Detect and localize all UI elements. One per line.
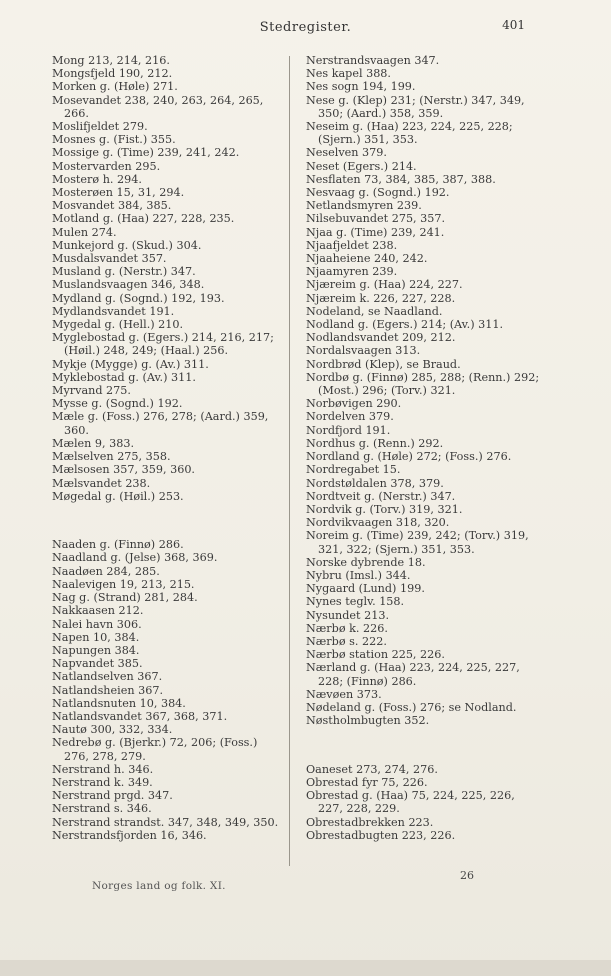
index-entry: Naadland g. (Jelse) 368, 369. bbox=[52, 551, 218, 565]
index-entry: Mosvandet 384, 385. bbox=[52, 199, 172, 213]
index-column-left bbox=[52, 54, 284, 842]
index-entry: Nordtveit g. (Nerstr.) 347. bbox=[306, 489, 456, 503]
index-entry: Møgedal g. (Høil.) 253. bbox=[52, 489, 184, 503]
index-entry: Netlandsmyren 239. bbox=[306, 199, 422, 213]
scan-margin bbox=[0, 960, 611, 976]
index-entry: Nordvik g. (Torv.) 319, 321. bbox=[306, 502, 463, 516]
index-entry: Nodlandsvandet 209, 212. bbox=[306, 331, 456, 345]
index-entry: Oaneset 273, 274, 276. bbox=[306, 762, 438, 776]
index-entry: Njaafjeldet 238. bbox=[306, 238, 398, 252]
index-entry: Musdalsvandet 357. bbox=[52, 252, 167, 266]
index-entry: Mosevandet 238, 240, 263, 264, 265, 266. bbox=[52, 93, 264, 120]
index-entry: Moslifjeldet 279. bbox=[52, 120, 148, 134]
column-divider bbox=[289, 56, 290, 866]
index-entry: Myglebostad g. (Egers.) 214, 216, 217; (Høil.) 248, 249; (Haal.) 256. bbox=[52, 331, 274, 358]
index-entry: Norbøvigen 290. bbox=[306, 397, 402, 411]
index-entry: Myrvand 275. bbox=[52, 384, 131, 398]
index-entry: Natlandsvandet 367, 368, 371. bbox=[52, 709, 228, 723]
printer-signature: 26 bbox=[460, 869, 474, 882]
index-entry: Mygedal g. (Hell.) 210. bbox=[52, 318, 184, 332]
index-entry: Nerstrandsvaagen 347. bbox=[306, 54, 440, 67]
index-entry: Nautø 300, 332, 334. bbox=[52, 723, 173, 737]
index-entry: Nordregabet 15. bbox=[306, 463, 401, 477]
index-entry: Nærbø k. 226. bbox=[306, 621, 388, 635]
index-entry: Mykje (Mygge) g. (Av.) 311. bbox=[52, 357, 209, 371]
index-entry: Njaamyren 239. bbox=[306, 265, 398, 279]
index-entry: Motland g. (Haa) 227, 228, 235. bbox=[52, 212, 235, 226]
index-entry: Nødeland g. (Foss.) 276; se Nodland. bbox=[306, 700, 517, 714]
index-entry: Nesvaag g. (Sognd.) 192. bbox=[306, 186, 450, 200]
index-entry: Mongsfjeld 190, 212. bbox=[52, 67, 173, 81]
index-entry: Nalei havn 306. bbox=[52, 617, 142, 631]
index-entry: Nordelven 379. bbox=[306, 410, 394, 424]
index-entry: Nygaard (Lund) 199. bbox=[306, 582, 425, 596]
index-entry: Nerstrand k. 349. bbox=[52, 775, 153, 789]
index-entry: Norske dybrende 18. bbox=[306, 555, 426, 569]
index-entry: Nag g. (Strand) 281, 284. bbox=[52, 591, 198, 605]
index-entry: Njaaheiene 240, 242. bbox=[306, 252, 428, 266]
index-entry: Mydlandsvandet 191. bbox=[52, 304, 175, 318]
index-entry: Musland g. (Nerstr.) 347. bbox=[52, 265, 196, 279]
section-gap bbox=[306, 739, 542, 752]
index-entry: Njaa g. (Time) 239, 241. bbox=[306, 225, 445, 239]
index-entry: Mælsvandet 238. bbox=[52, 476, 151, 490]
index-entry: Nedrebø g. (Bjerkr.) 72, 206; (Foss.) 276, 278, 279. bbox=[52, 736, 258, 763]
index-entry: Natlandsheien 367. bbox=[52, 683, 164, 697]
index-entry: Mong 213, 214, 216. bbox=[52, 54, 170, 67]
index-entry: Nodland g. (Egers.) 214; (Av.) 311. bbox=[306, 318, 504, 332]
index-entry: Nes sogn 194, 199. bbox=[306, 80, 416, 94]
index-entry: Nordhus g. (Renn.) 292. bbox=[306, 436, 444, 450]
index-entry: Nordvikvaagen 318, 320. bbox=[306, 516, 450, 530]
index-entry: Obrestad g. (Haa) 75, 224, 225, 226, 227, 228, 229. bbox=[306, 789, 515, 816]
index-entry: Nybru (Imsl.) 344. bbox=[306, 568, 411, 582]
index-entry: Nerstrand strandst. 347, 348, 349, 350. bbox=[52, 815, 279, 829]
index-entry: Njæreim g. (Haa) 224, 227. bbox=[306, 278, 463, 292]
index-entry: Njæreim k. 226, 227, 228. bbox=[306, 291, 456, 305]
index-entry: Nerstrandsfjorden 16, 346. bbox=[52, 828, 207, 842]
index-entry: Nerstrand s. 346. bbox=[52, 802, 152, 816]
index-entry: Nordalsvaagen 313. bbox=[306, 344, 421, 358]
index-entry: Nesflaten 73, 384, 385, 387, 388. bbox=[306, 172, 496, 186]
index-entry: Nilsebuvandet 275, 357. bbox=[306, 212, 446, 226]
index-entry: Nodeland, se Naadland. bbox=[306, 304, 443, 318]
index-entry: Nøstholmbugten 352. bbox=[306, 714, 430, 728]
index-entry: Nordfjord 191. bbox=[306, 423, 391, 437]
index-entry: Neseim g. (Haa) 223, 224, 225, 228; (Sjern.) 351, 353. bbox=[306, 120, 513, 147]
index-entry: Mossige g. (Time) 239, 241, 242. bbox=[52, 146, 240, 160]
index-entry: Myklebostad g. (Av.) 311. bbox=[52, 370, 196, 384]
index-entry: Nakkaasen 212. bbox=[52, 604, 144, 618]
index-entry: Nysundet 213. bbox=[306, 608, 390, 622]
index-entry: Neselven 379. bbox=[306, 146, 387, 160]
index-entry: Mosterø h. 294. bbox=[52, 172, 142, 186]
index-entry: Nordbø g. (Finnø) 285, 288; (Renn.) 292; (Most.) 296; (Torv.) 321. bbox=[306, 370, 540, 398]
index-entry: Nærland g. (Haa) 223, 224, 225, 227, 228; (Finnø) 286. bbox=[306, 661, 520, 688]
index-entry: Morken g. (Høle) 271. bbox=[52, 80, 178, 94]
index-entry: Nordland g. (Høle) 272; (Foss.) 276. bbox=[306, 450, 512, 464]
index-entry: Mælsosen 357, 359, 360. bbox=[52, 463, 195, 477]
index-entry: Nynes teglv. 158. bbox=[306, 595, 405, 609]
imprint-line: Norges land og folk. XI. bbox=[92, 880, 226, 892]
index-entry: Mæle g. (Foss.) 276, 278; (Aard.) 359, 360. bbox=[52, 410, 269, 437]
index-entry: Napungen 384. bbox=[52, 643, 140, 657]
index-entry: Nes kapel 388. bbox=[306, 67, 391, 81]
index-entry: Mosnes g. (Fist.) 355. bbox=[52, 133, 176, 147]
index-entry: Muslandsvaagen 346, 348. bbox=[52, 278, 205, 292]
index-entry: Nerstrand h. 346. bbox=[52, 762, 154, 776]
section-gap bbox=[52, 514, 284, 527]
index-entry: Obrestadbugten 223, 226. bbox=[306, 828, 456, 842]
index-entry: Mulen 274. bbox=[52, 225, 117, 239]
index-column-right bbox=[306, 54, 542, 842]
index-entry: Nese g. (Klep) 231; (Nerstr.) 347, 349, 350; (Aard.) 358, 359. bbox=[306, 93, 525, 120]
index-entry: Nærbø s. 222. bbox=[306, 634, 387, 648]
index-entry: Munkejord g. (Skud.) 304. bbox=[52, 238, 202, 252]
index-entry: Naalevigen 19, 213, 215. bbox=[52, 577, 195, 591]
index-entry: Noreim g. (Time) 239, 242; (Torv.) 319, 321, 322; (Sjern.) 351, 353. bbox=[306, 529, 529, 556]
index-entry: Neset (Egers.) 214. bbox=[306, 159, 417, 173]
index-entry: Mostervarden 295. bbox=[52, 159, 161, 173]
index-entry: Mælselven 275, 358. bbox=[52, 450, 171, 464]
index-entry: Mydland g. (Sognd.) 192, 193. bbox=[52, 291, 225, 305]
index-entry: Natlandselven 367. bbox=[52, 670, 163, 684]
index-entry: Nerstrand prgd. 347. bbox=[52, 789, 173, 803]
index-entry: Nordstøldalen 378, 379. bbox=[306, 476, 444, 490]
index-entry: Nævøen 373. bbox=[306, 687, 382, 701]
index-entry: Naaden g. (Finnø) 286. bbox=[52, 538, 184, 552]
index-entry: Obrestadbrekken 223. bbox=[306, 815, 434, 829]
index-entry: Napen 10, 384. bbox=[52, 630, 140, 644]
index-entry: Naadøen 284, 285. bbox=[52, 564, 160, 578]
index-entry: Mosterøen 15, 31, 294. bbox=[52, 186, 185, 200]
page-number: 401 bbox=[502, 18, 525, 32]
index-entry: Mysse g. (Sognd.) 192. bbox=[52, 397, 183, 411]
index-entry: Nordbrød (Klep), se Braud. bbox=[306, 357, 461, 371]
index-entry: Napvandet 385. bbox=[52, 657, 143, 671]
index-entry: Obrestad fyr 75, 226. bbox=[306, 775, 428, 789]
index-entry: Natlandsnuten 10, 384. bbox=[52, 696, 186, 710]
index-entry: Mælen 9, 383. bbox=[52, 436, 135, 450]
page-title: Stedregister. bbox=[259, 20, 352, 35]
index-entry: Nærbø station 225, 226. bbox=[306, 648, 445, 662]
